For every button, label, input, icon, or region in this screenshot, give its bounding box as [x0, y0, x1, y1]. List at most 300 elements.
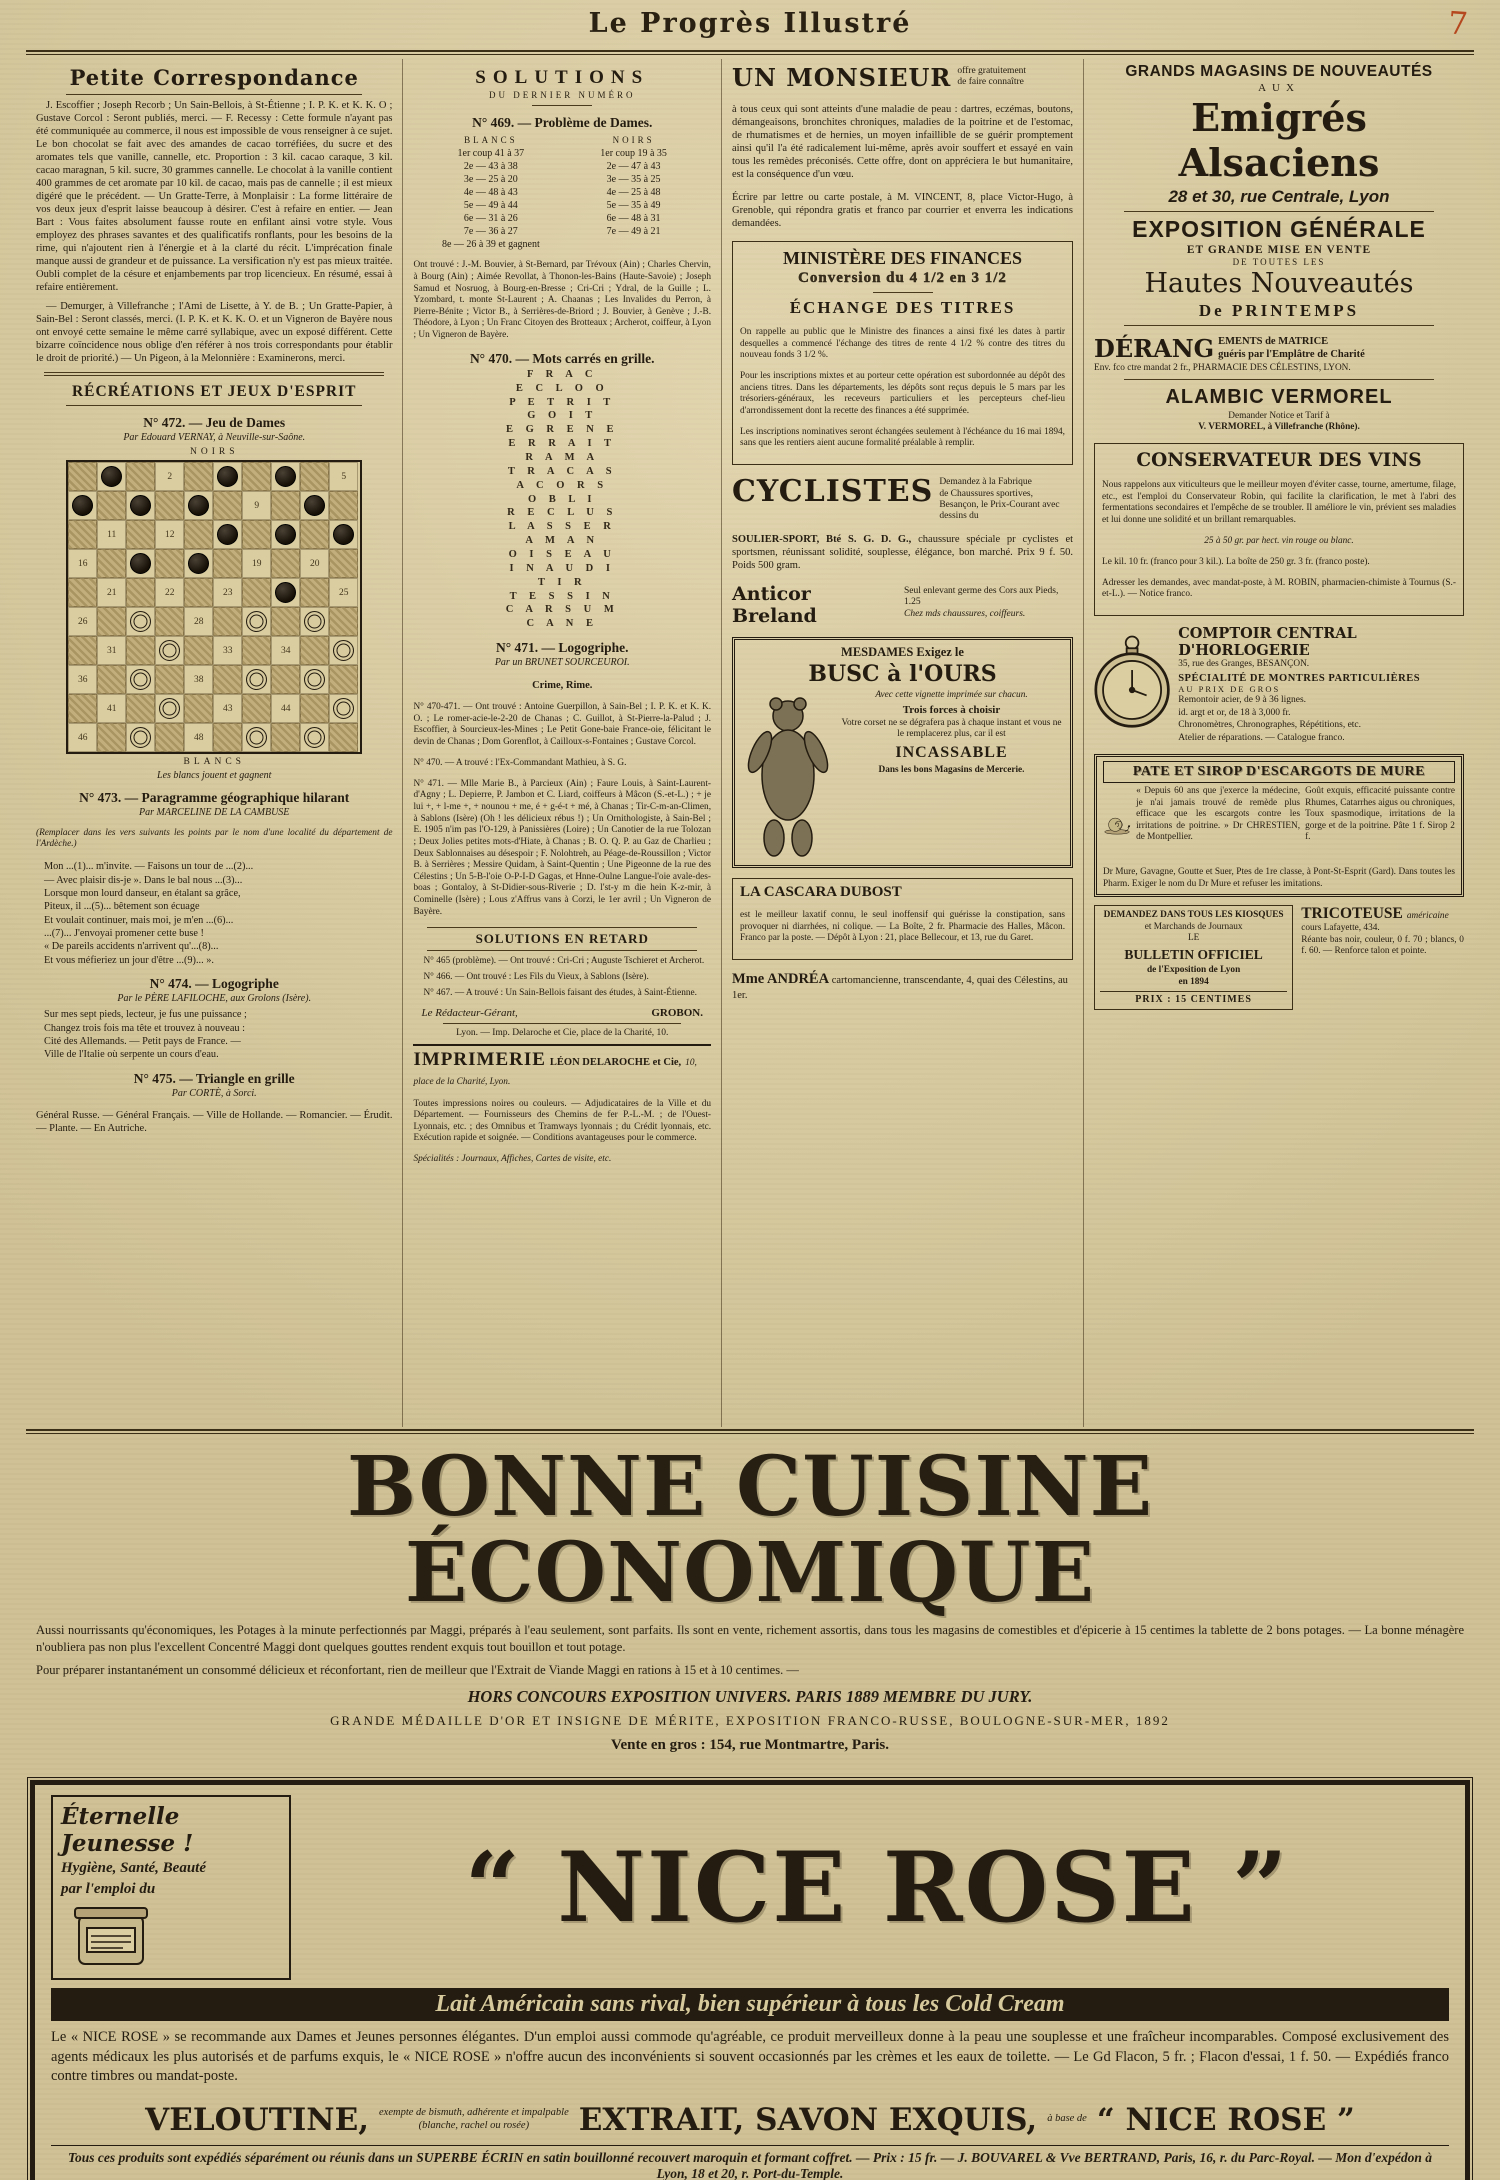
board-square-dark — [184, 694, 213, 723]
hygiene-line: Hygiène, Santé, Beauté — [61, 1859, 206, 1876]
move-line: 7e — 49 à 21 — [606, 226, 661, 237]
board-square — [213, 520, 242, 549]
board-square: 44 — [271, 694, 300, 723]
black-piece — [188, 495, 209, 516]
board-square — [329, 636, 358, 665]
page-number: 7 — [1447, 5, 1470, 43]
bear-illustration — [742, 690, 834, 860]
puzzle-475-title: N° 475. — Triangle en grille — [133, 1070, 295, 1086]
maggi-ad — [26, 1439, 1474, 1754]
busc-incassable: INCASSABLE — [895, 743, 1008, 761]
conservateur-contact: Adresser les demandes, avec mandat-poste, à M. ROBIN, pharmacien-chimiste à Tournus (S.-et-L.). — Notice franco. — [1102, 577, 1456, 600]
ornament-rule — [873, 292, 933, 293]
moves-list-noirs — [562, 147, 705, 238]
board-square-dark — [97, 723, 126, 752]
move-line: 5e — 35 à 49 — [606, 200, 661, 211]
horlogerie-line: Chronomètres, Chronographes, Répétitions, etc. — [1178, 720, 1362, 731]
ministere-title: MINISTÈRE DES FINANCES — [782, 247, 1023, 268]
retard-items — [413, 956, 711, 999]
lait-americain-band: Lait Américain sans rival, bien supérieur à tous les Cold Cream — [51, 1988, 1449, 2021]
board-square-dark — [68, 694, 97, 723]
board-square-dark — [126, 520, 155, 549]
white-piece — [304, 727, 325, 748]
veloutine-row — [51, 2102, 1449, 2138]
solution-469-title: N° 469. — Problème de Dames. — [472, 115, 653, 130]
horlogerie-ad — [1094, 625, 1464, 745]
board-square — [300, 607, 329, 636]
busc-header-2: BUSC à l'OURS — [808, 660, 997, 687]
board-square-dark — [68, 520, 97, 549]
verse-line: Et voulait continuer, mais moi, je m'en ...(6)... — [44, 914, 234, 926]
board-square-dark — [155, 607, 184, 636]
bulletin-line-2: et Marchands de Journaux — [1144, 921, 1243, 932]
verse-line: Changez trois fois ma tête et trouvez à nouveau : — [44, 1022, 246, 1034]
retard-item: N° 465 (problème). — Ont trouvé : Cri-Cri ; Auguste Tschieret et Archerot. — [423, 956, 705, 967]
emploi-line: par l'emploi du — [61, 1880, 156, 1897]
imprimerie-ad — [413, 1044, 711, 1166]
puzzle-475-byline: Par CORTÈ, à Sorci. — [171, 1087, 257, 1099]
board-square: 48 — [184, 723, 213, 752]
board-square-dark — [184, 578, 213, 607]
board-square — [126, 491, 155, 520]
header-rule — [26, 50, 1474, 55]
board-square: 26 — [68, 607, 97, 636]
white-piece — [246, 669, 267, 690]
board-square-dark — [271, 549, 300, 578]
move-line: 1er coup 41 à 37 — [457, 148, 525, 159]
solution-471-byline: Par un BRUNET SOURCEUROI. — [494, 657, 630, 669]
board-square-dark — [126, 462, 155, 491]
horlogerie-specialty: SPÉCIALITÉ DE MONTRES PARTICULIÈRES — [1178, 672, 1421, 684]
puzzle-474-verses — [36, 1008, 392, 1062]
moves-noirs — [562, 135, 705, 251]
cyclistes-side — [939, 474, 1073, 523]
nice-rose-top — [51, 1795, 1449, 1981]
page-header — [26, 5, 1474, 48]
grid-line: G O I T — [527, 410, 598, 422]
horlogerie-line: id. argt et or, de 18 à 3,000 fr. — [1178, 707, 1291, 718]
black-piece — [217, 466, 238, 487]
board-square: 38 — [184, 665, 213, 694]
move-line: 2e — 47 à 43 — [606, 161, 661, 172]
derangements-line-1: EMENTS de MATRICE — [1218, 336, 1329, 348]
cascara-ad — [732, 878, 1073, 960]
snail-illustration — [1103, 786, 1131, 864]
solutions-subtitle: DU DERNIER NUMÉRO — [488, 90, 636, 100]
grid-line: O I S E A U — [508, 549, 616, 561]
board-square-dark — [300, 694, 329, 723]
move-line: 6e — 48 à 31 — [606, 213, 661, 224]
pocket-watch-illustration — [1094, 625, 1170, 735]
board-square — [126, 665, 155, 694]
ministere-p3: Les inscriptions nominatives seront échangées seulement à l'échéance du 16 mai 1894, sans que les rentiers aient aucune formalité préalable à remplir. — [740, 426, 1066, 449]
veloutine-note-2: (blanche, rachel ou rosée) — [418, 2119, 530, 2131]
board-square-dark — [213, 665, 242, 694]
board-square-dark — [68, 578, 97, 607]
ornament-rule — [532, 105, 592, 106]
tricoteuse-ad — [1301, 905, 1464, 1010]
white-piece — [159, 698, 180, 719]
bulletin-title: BULLETIN OFFICIEL — [1124, 947, 1263, 963]
imprint-line: Lyon. — Imp. Delaroche et Cie, place de la Charité, 10. — [456, 1028, 669, 1039]
derangements-footer: Env. fco ctre mandat 2 fr., PHARMACIE DES CÉLESTINS, LYON. — [1094, 363, 1351, 373]
board-square — [126, 549, 155, 578]
column-3 — [721, 59, 1083, 1427]
divider — [1124, 379, 1434, 380]
veloutine-note — [379, 2107, 569, 2132]
board-square — [242, 723, 271, 752]
bulletin-line-3: LE — [1187, 933, 1200, 944]
columns-container — [26, 59, 1474, 1427]
section-rule — [26, 1429, 1474, 1434]
move-line: 7e — 36 à 27 — [463, 226, 518, 237]
black-piece — [72, 495, 93, 516]
board-caption: Les blancs jouent et gagnent — [157, 770, 272, 782]
solution-471-answer: Crime, Rime. — [532, 679, 593, 691]
board-square — [329, 520, 358, 549]
busc-footer: Dans les bons Magasins de Mercerie. — [878, 764, 1025, 775]
move-line: 4e — 25 à 48 — [606, 187, 661, 198]
board-square — [300, 665, 329, 694]
solution-470-found: N° 470. — A trouvé : l'Ex-Commandant Mathieu, à S. G. — [413, 757, 627, 768]
board-square — [184, 549, 213, 578]
alambic-title: ALAMBIC VERMOREL — [1165, 385, 1393, 408]
board-square — [155, 694, 184, 723]
divider — [1124, 211, 1434, 212]
solution-470-title: N° 470. — Mots carrés en grille. — [469, 350, 655, 366]
column-4 — [1083, 59, 1474, 1427]
derangements-word: DÉRANG — [1094, 334, 1215, 363]
derangements-row — [1094, 334, 1464, 363]
section-title-recreations: RÉCRÉATIONS ET JEUX D'ESPRIT — [71, 383, 357, 401]
conservateur-dose: 25 à 50 gr. par hect. vin rouge ou blanc. — [1204, 535, 1354, 546]
board-square: 9 — [242, 491, 271, 520]
busc-forces: Trois forces à choisir — [902, 703, 1001, 716]
tricoteuse-body: Réante bas noir, couleur, 0 f. 70 ; blancs, 0 f. 60. — Renforce talon et pointe. — [1301, 934, 1464, 957]
white-piece — [304, 669, 325, 690]
board-square: 43 — [213, 694, 242, 723]
nice-rose-title: “ NICE ROSE ” — [464, 1831, 1290, 1945]
anticor-body: Seul enlevant germe des Cors aux Pieds, 1.25 — [903, 585, 1059, 608]
board-label-noirs: NOIRS — [189, 447, 239, 458]
solution-469-found: Ont trouvé : J.-M. Bouvier, à St-Bernard, par Trévoux (Ain) ; Charles Chervin, à Bourg (Ain) ; Aimée Revollat, à Thonon-les-Bains (Haute-Savoie) ; Joseph Samud et Nosruog, à Bourg-en-Bresse ; Cri-Cri ; Ydral, de la Guille ; L. Yzombard, t. monte St-Laurent ; A. Chaanas ; Les Invalides du Perron, à Pierre-Bénite ; Victor B., à Serrières-de-Briord ; J. Bouvier, à Genève ; J.-B. Théodore, à Lyon ; Un Franc Citoyen des Brotteaux ; Archerot, coiffeur, à Lyon ; Un Vigneron de Bayère. — [413, 260, 712, 340]
verse-line: Piteux, il ...(5)... bêtement son écuage — [44, 901, 200, 913]
board-square-dark — [242, 520, 271, 549]
move-line: 5e — 49 à 44 — [463, 200, 518, 211]
board-square — [68, 491, 97, 520]
board-square — [97, 462, 126, 491]
white-piece — [159, 640, 180, 661]
board-square — [184, 491, 213, 520]
escargots-footer: Dr Mure, Gavagne, Goutte et Suer, Ptes de 1re classe, à Pont-St-Esprit (Gard). Dans toutes les Pharm. Exiger le nom du Dr Mure et refuser les imitations. — [1103, 867, 1455, 889]
board-square — [271, 520, 300, 549]
ministere-p2: Pour les inscriptions mixtes et au porteur cette opération est subordonnée au dépôt des anciens titres. Dans les départements, les dépôts sont reçus depuis le 5 mars par les trésoriers-généraux, les receveurs particuliers et les percepteurs chef-lieu d'arrondissement dont la recette des finances a été supprimée. — [740, 371, 1066, 416]
busc-body: Votre corset ne se dégrafera pas à chaque instant et vous ne le remplacerez plus, car il est — [841, 717, 1062, 740]
divider — [44, 372, 384, 376]
ministere-conversion: Conversion du 4 1/2 en 3 1/2 — [798, 269, 1007, 286]
ministere-ad — [732, 241, 1073, 466]
nice-rose-small-title: “ NICE ROSE ” — [1096, 2101, 1355, 2138]
board-square-dark — [184, 462, 213, 491]
monsieur-body: à tous ceux qui sont atteints d'une maladie de peau : dartres, eczémas, boutons, démangeaisons, bronchites chroniques, maladies de la poitrine et de l'estomac, de rhumatismes et de hernies, un moyen infaillible de se guérir promptement ainsi qu'il l'a été radicalement lui-même, après avoir souffert et essayé en vain tous les remèdes préconisés. Cette offre, dont on appréciera le but humanitaire, est la conséquence d'un vœu. — [732, 103, 1074, 180]
black-piece — [275, 466, 296, 487]
monsieur-side — [957, 63, 1026, 89]
cyclistes-ad-header — [732, 474, 1073, 523]
eternelle-jeunesse-box — [51, 1795, 291, 1981]
move-line: 3e — 25 à 20 — [463, 174, 518, 185]
cyclistes-body — [732, 533, 1073, 572]
puzzle-474-title: N° 474. — Logogriphe — [149, 976, 279, 992]
tricoteuse-word-2: américaine — [1406, 911, 1449, 922]
bulletin-line-1: DEMANDEZ DANS TOUS LES KIOSQUES — [1103, 910, 1284, 921]
conservateur-title: CONSERVATEUR DES VINS — [1136, 449, 1422, 471]
derangements-right — [1218, 336, 1365, 360]
board-square — [329, 694, 358, 723]
conservateur-prices: Le kil. 10 fr. (franco pour 3 kil.). La boîte de 250 gr. 3 fr. (franco poste). — [1102, 556, 1370, 567]
bulletin-line-5: de l'Exposition de Lyon — [1146, 965, 1241, 976]
nice-rose-paragraph: Le « NICE ROSE » se recommande aux Dames et Jeunes personnes élégantes. D'un emploi aussi commode qu'agréable, ce produit merveilleux donne à la peau une souplesse et une fraîcheur incomparables. Composé exclusivement des agents médicaux les plus autorisés et de parfums exquis, le « NICE ROSE » n'offre aucun des inconvénients si souvent occasionnés par les crèmes et les eaux de toilette. — Le Gd Flacon, 5 fr. ; Flacon d'essai, 1 f. 50. — Expédiés franco contre timbres ou mandat-poste. — [51, 2029, 1449, 2085]
board-square: 36 — [68, 665, 97, 694]
editor-label: Le Rédacteur-Gérant, — [421, 1007, 518, 1020]
white-piece — [130, 727, 151, 748]
board-square: 2 — [155, 462, 184, 491]
board-square-dark — [126, 636, 155, 665]
board-square-dark — [271, 723, 300, 752]
black-piece — [275, 524, 296, 545]
busc-vignette-note: Avec cette vignette imprimée sur chacun. — [875, 689, 1028, 700]
verse-line: Sur mes sept pieds, lecteur, je fus une puissance ; — [44, 1009, 247, 1021]
cream-jar-illustration — [61, 1898, 161, 1972]
board-square — [300, 723, 329, 752]
divider — [66, 94, 362, 95]
cyclistes-bold: SOULIER-SPORT, Bté S. G. D. G., — [732, 534, 912, 546]
board-square-dark — [155, 491, 184, 520]
emigres-line-1: GRANDS MAGASINS DE NOUVEAUTÉS — [1125, 63, 1433, 80]
board-square — [126, 607, 155, 636]
ministere-p1: On rappelle au public que le Ministre des finances a ainsi fixé les dates à partir desquelles a commencé l'échange des titres de rente 4 1/2 % contre des titres du nouveau fonds 3 1/2 %. — [740, 326, 1066, 361]
puzzle-474-byline: Par le PÈRE LAFILOCHE, aux Grolons (Isère). — [117, 993, 312, 1005]
anticor-word: Anticor Breland — [732, 582, 817, 627]
tricoteuse-address: cours Lafayette, 434. — [1301, 923, 1380, 934]
escargots-left-text: « Depuis 60 ans que j'exerce la médecine, je n'ai jamais trouvé de remède plus efficace que les escargots contre les irritations de poitrine. » Dr CHRESTIEN, de Montpellier. — [1136, 786, 1301, 843]
imprimerie-word: IMPRIMERIE — [413, 1049, 546, 1071]
board-square-dark — [271, 607, 300, 636]
board-square: 5 — [329, 462, 358, 491]
bulletin-price: PRIX : 15 CENTIMES — [1100, 991, 1287, 1005]
emigres-printemps: De PRINTEMPS — [1198, 301, 1360, 320]
move-line: 3e — 35 à 25 — [606, 174, 661, 185]
verse-line: « De pareils accidents n'arrivent qu'...(8)... — [44, 941, 219, 953]
cascara-title: LA CASCARA DUBOST — [740, 883, 902, 900]
solution-470-471-found: N° 470-471. — Ont trouvé : Antoine Guerpillon, à Sain-Bel ; I. P. K. et K. K. O. ; Le romer-acie-le-2-20 de Chanas ; C. Guillot, à St-Pierre-la-Palud ; J. Escoffier, à Sourcieux-les-Mines ; Le Petit Gone-baie France-oie, félicitant le devin de Chanas ; Dom Gorenflot, à Cailloux-s-Fontaines ; Gustave Corcol. — [413, 702, 712, 748]
white-piece — [130, 669, 151, 690]
section-title-petite-correspondance: Petite Correspondance — [69, 65, 359, 90]
letter-grid — [413, 368, 711, 631]
cyclistes-side-1: Demandez à la Fabrique — [939, 477, 1032, 488]
imprimerie-body: Toutes impressions noires ou couleurs. — Adjudicataires de la Ville et du Département. — Fournisseurs des Chemins de fer P.-L.-M. ; de l'Ouest-Lyonnais, etc. ; des Omnibus et Tramways lyonnais ; du Crédit lyonnais, etc. Exécution rapide et soignée. — Conditions avantageuses pour le commerce. — [413, 1098, 712, 1144]
move-line: 2e — 43 à 38 — [463, 161, 518, 172]
verse-line: Et vous méfieriez un jour d'être ...(9)... ». — [44, 954, 214, 966]
puzzle-473-byline: Par MARCELINE DE LA CAMBUSE — [139, 807, 290, 819]
divider — [443, 1023, 681, 1024]
black-piece — [101, 466, 122, 487]
busc-ours-ad — [732, 637, 1073, 868]
a-base-de: à base de — [1047, 2113, 1087, 2125]
moves-header-noirs: NOIRS — [612, 135, 655, 145]
editor-name: GROBON. — [651, 1007, 704, 1020]
retard-item: N° 466. — Ont trouvé : Les Fils du Vieux, à Sablons (Isère). — [423, 972, 649, 983]
column-1 — [26, 59, 402, 1427]
busc-content — [742, 690, 1063, 860]
section-title-solutions: SOLUTIONS — [475, 67, 650, 88]
board-square: 23 — [213, 578, 242, 607]
board-label-blancs: BLANCS — [183, 757, 245, 768]
cyclistes-side-2: de Chaussures sportives, — [939, 488, 1033, 499]
board-square-dark — [242, 694, 271, 723]
puzzle-473-verses — [36, 860, 392, 967]
black-piece — [217, 524, 238, 545]
board-square-dark — [271, 665, 300, 694]
horlogerie-line: Atelier de réparations. — Catalogue franco. — [1178, 733, 1345, 744]
busc-header-1: MESDAMES Exigez le — [841, 644, 964, 659]
grid-line: L A S S E R — [508, 521, 616, 533]
board-square-dark — [242, 578, 271, 607]
escargots-title: PATE ET SIROP D'ESCARGOTS DE MURE — [1103, 761, 1455, 783]
emigres-nouveautes: Hautes Nouveautés — [1144, 268, 1414, 299]
monsieur-body-2: Écrire par lettre ou carte postale, à M. VINCENT, 8, place Victor-Hugo, à Grenoble, qui répondra gratis et franco par courrier et enverra les indications demandées. — [732, 192, 1074, 230]
escargots-ad — [1094, 754, 1464, 897]
board-square-dark — [126, 578, 155, 607]
board-square — [213, 462, 242, 491]
grid-line: E R R A I T — [508, 438, 617, 450]
grid-line: T E S S I N — [509, 590, 615, 602]
board-square: 21 — [97, 578, 126, 607]
verse-line: Mon ...(1)... m'invite. — Faisons un tour de ...(2)... — [44, 861, 254, 873]
board-square-dark — [329, 665, 358, 694]
derangements-ad — [1094, 334, 1464, 375]
horlogerie-title: COMPTOIR CENTRAL D'HORLOGERIE — [1178, 625, 1357, 660]
black-piece — [130, 553, 151, 574]
anticor-side — [904, 583, 1073, 620]
board-square-dark — [300, 578, 329, 607]
board-square-dark — [329, 491, 358, 520]
horlogerie-text — [1178, 625, 1464, 745]
emigres-store-name: Emigrés Alsaciens — [1178, 95, 1380, 185]
grid-line: C A N E — [526, 618, 598, 630]
monsieur-ad-header — [732, 63, 1073, 92]
alambic-line-2: V. VERMOREL, à Villefranche (Rhône). — [1198, 422, 1360, 433]
black-piece — [304, 495, 325, 516]
board-square-dark — [300, 636, 329, 665]
nice-rose-ad — [30, 1780, 1470, 2180]
board-square — [300, 491, 329, 520]
board-square-dark — [155, 723, 184, 752]
board-square-dark — [242, 636, 271, 665]
move-line: 4e — 48 à 43 — [463, 187, 518, 198]
solution-moves-table — [419, 135, 705, 251]
bulletin-ad — [1094, 905, 1293, 1010]
board-square — [155, 636, 184, 665]
white-piece — [246, 611, 267, 632]
emigres-line-6: ET GRANDE MISE EN VENTE — [1186, 244, 1372, 256]
solution-471-found: N° 471. — Mlle Marie B., à Parcieux (Ain) ; Faure Louis, à Saint-Laurent-d'Agny ; L. Depierre, P. Jambon et C. Liard, coiffeurs à Mâcon (S.-et-L.) ; + je lui +, + l-me +, + nounou + me, é + g-é-t + mé, à Chanas ; Tir-C-m-an-Climen, à Sablons (Isère) (Oh ! les délicieux rébus !) ; Un Ornithologiste, à Sain-Bel ; E. 1905 n'im pas l'O-129, à Panissières (Loire) ; Un Canotier de la rue Tolozan ; Deux Jolies petites mots-d'Hiate, à Chanas ; B. O. Q. P. au Gaz de Charlieu ; Deux Sablonnaises au désespoir ; F. Nolohtreh, au Péage-de-Roussillon ; Victor B. à Serrières ; Messire Quidam, à Saint-Quentin ; Une Pigeonne de la rue des Célestins ; Un 5-B-l'oie O-P-I-D Gagas, et Hnne-Oulne Langue-l'oie avale-des-boas ; Gontaloy, à St-Didier-sous-Riverie ; D. l'st-y m die hein K-z-mir, à Cominelle (Isère) ; Lous z'Affrus vans à Corzi, le 1er avril ; Un Vigneron de Bayère. — [413, 778, 712, 917]
board-square-dark — [271, 491, 300, 520]
conservateur-ad — [1094, 443, 1464, 616]
emigres-line-2: AUX — [1258, 82, 1300, 94]
grid-line: A M A N — [525, 535, 600, 547]
move-line: 6e — 31 à 26 — [463, 213, 518, 224]
board-square-dark — [213, 491, 242, 520]
alambic-line-1: Demander Notice et Tarif à — [1228, 410, 1330, 421]
maggi-paragraph-1: Aussi nourrissants qu'économiques, les Potages à la minute perfectionnés par Maggi, préparés à l'eau seulement, sont parfaits. Ils sont en vente, richement assortis, dans tous les magasins de comestibles et d'épicerie à 15 centimes la tablette de 2 bons potages. — La bonne ménagère n'oubliera pas non plus l'excellent Concentré Maggi dont quelques gouttes rendent exquis tout bouillon et tout potage. — [36, 1623, 1464, 1655]
board-square: 16 — [68, 549, 97, 578]
escargots-content — [1103, 786, 1455, 864]
imprimerie-lead: LÉON DELAROCHE et Cie, — [549, 1057, 682, 1069]
verse-line: Ville de l'Italie où serpente un cours d'eau. — [44, 1049, 219, 1061]
board-square-dark — [329, 723, 358, 752]
grid-line: O B L I — [527, 493, 597, 505]
board-square-dark — [97, 665, 126, 694]
white-piece — [304, 611, 325, 632]
board-square: 20 — [300, 549, 329, 578]
puzzle-472-title: N° 472. — Jeu de Dames — [143, 415, 286, 431]
verse-line: ...(7)... J'envoyai promener cette buse ! — [44, 928, 204, 939]
horlogerie-address: 35, rue des Granges, BESANÇON. — [1178, 659, 1310, 670]
veloutine-note-1: exempte de bismuth, adhérente et impalpable — [379, 2106, 569, 2118]
tricoteuse-word: TRICOTEUSE — [1301, 905, 1403, 923]
derangements-line-2: guéris par l'Emplâtre de Charité — [1218, 348, 1365, 360]
board-square-dark — [184, 520, 213, 549]
moves-header-blancs: BLANCS — [464, 135, 518, 145]
puzzle-473-title: N° 473. — Paragramme géographique hilarant — [79, 790, 350, 806]
board-square-dark — [155, 665, 184, 694]
white-piece — [130, 611, 151, 632]
black-piece — [130, 495, 151, 516]
editor-line — [413, 1007, 711, 1019]
board-square: 34 — [271, 636, 300, 665]
puzzle-473-note: (Remplacer dans les vers suivants les points par le nom d'une localité du département de l'Ardèche.) — [36, 827, 393, 850]
white-piece — [333, 640, 354, 661]
retard-item: N° 467. — A trouvé : Un Sain-Bellois faisant des études, à Saint-Étienne. — [423, 987, 698, 998]
section-title-solutions-retard: SOLUTIONS EN RETARD — [427, 927, 697, 951]
move-line: 1er coup 19 à 35 — [600, 148, 667, 159]
anticor-body-2: Chez mds chaussures, coiffeurs. — [903, 608, 1026, 619]
escargots-right-text: Goût exquis, efficacité puissante contre Rhumes, Catarrhes aigus ou chroniques, Toux spasmodique, irritations de la gorge et de la poitrine. Pâte 1 f. Sirop 2 f. — [1305, 786, 1455, 843]
black-piece — [188, 553, 209, 574]
black-piece — [275, 582, 296, 603]
imprimerie-specialites: Spécialités : Journaux, Affiches, Cartes de visite, etc. — [413, 1154, 612, 1165]
ministere-echange: ÉCHANGE DES TITRES — [789, 297, 1016, 317]
horlogerie-line: Remontoir acier, de 9 à 36 lignes. — [1178, 694, 1307, 705]
divider — [66, 405, 362, 406]
bottom-row — [1094, 905, 1464, 1010]
grid-line: F R A C — [526, 368, 598, 380]
board-square: 31 — [97, 636, 126, 665]
board-square: 25 — [329, 578, 358, 607]
board-square: 41 — [97, 694, 126, 723]
emigres-line-7: DE TOUTES LES — [1232, 257, 1326, 267]
board-square-dark — [329, 607, 358, 636]
board-square — [242, 607, 271, 636]
board-square-dark — [242, 462, 271, 491]
board-square — [126, 723, 155, 752]
moves-blancs — [419, 135, 562, 251]
emigres-address: 28 et 30, rue Centrale, Lyon — [1168, 187, 1390, 206]
puzzle-475-body: Général Russe. — Général Français. — Ville de Hollande. — Romancier. — Érudit. — Plante. — En Autriche. — [36, 1110, 393, 1135]
emigres-exposition: EXPOSITION GÉNÉRALE — [1132, 216, 1426, 242]
andrea-ad — [732, 971, 1073, 1002]
horlogerie-prix: AU PRIX DE GROS — [1178, 683, 1281, 694]
